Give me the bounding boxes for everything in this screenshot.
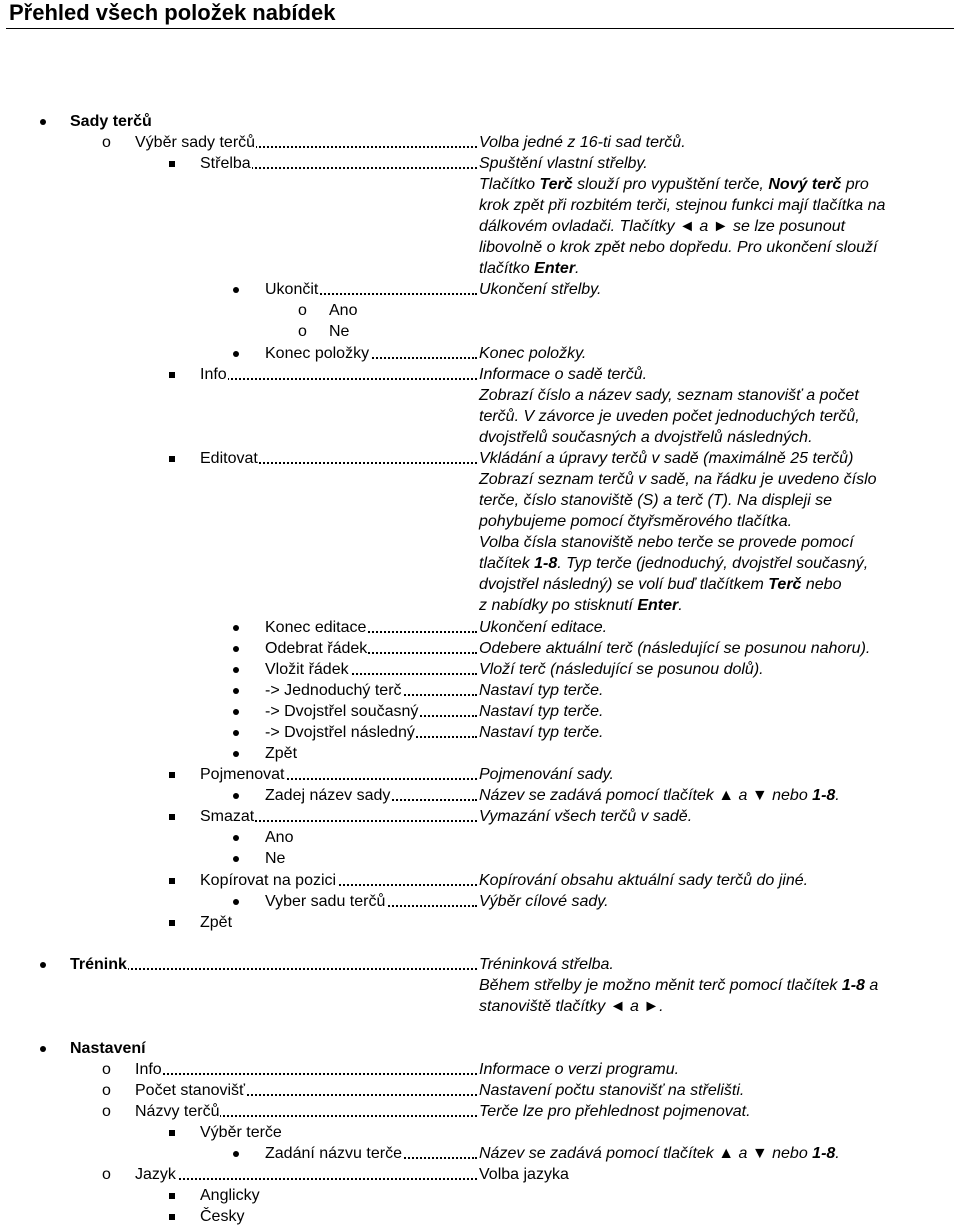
item-description: Konec položky. xyxy=(479,345,587,362)
item-description: Informace o verzi programu. xyxy=(479,1061,680,1078)
item-description: krok zpět při rozbitém terči, stejnou funkci mají tlačítka na xyxy=(479,197,886,214)
item-description: Vymazání všech terčů v sadě. xyxy=(479,808,693,825)
menu-item xyxy=(200,1206,245,1227)
disc-bullet-icon xyxy=(233,856,239,862)
menu-item-label: Ano xyxy=(265,829,294,846)
menu-item xyxy=(265,659,479,680)
disc-bullet-icon xyxy=(233,688,239,694)
item-description: tlačítek 1-8. Typ terče (jednoduchý, dvojstřel současný, xyxy=(479,555,869,572)
menu-item xyxy=(200,764,479,785)
disc-bullet-icon xyxy=(233,1151,239,1157)
square-bullet-icon xyxy=(169,878,175,884)
menu-item xyxy=(135,1059,479,1080)
dot-leader xyxy=(135,1178,477,1180)
disc-bullet-icon xyxy=(233,751,239,757)
dot-leader xyxy=(135,1073,477,1075)
emphasis-text: Enter xyxy=(534,260,576,277)
menu-item xyxy=(265,638,479,659)
menu-item-label: Odebrat řádek xyxy=(265,640,368,657)
menu-item-label: Vložit řádek xyxy=(265,661,349,678)
square-bullet-icon xyxy=(169,920,175,926)
menu-item xyxy=(265,827,294,848)
disc-bullet-icon xyxy=(233,835,239,841)
disc-bullet-icon xyxy=(40,119,46,125)
menu-item-label: Info xyxy=(135,1061,162,1078)
item-description: Výběr cílové sady. xyxy=(479,893,609,910)
menu-item-label: Info xyxy=(200,366,227,383)
emphasis-text: Terč xyxy=(768,576,802,593)
menu-item-label: Anglicky xyxy=(200,1187,260,1204)
disc-bullet-icon xyxy=(233,287,239,293)
disc-bullet-icon xyxy=(233,625,239,631)
square-bullet-icon xyxy=(169,161,175,167)
menu-item-label: Výběr terče xyxy=(200,1124,282,1141)
menu-item-label: Počet stanovišť xyxy=(135,1082,246,1099)
menu-item-label: -> Jednoduchý terč xyxy=(265,682,402,699)
item-description: Nastavení počtu stanovišť na střelišti. xyxy=(479,1082,745,1099)
square-bullet-icon xyxy=(169,1193,175,1199)
menu-item-label: Editovat xyxy=(200,450,258,467)
emphasis-text: 1-8 xyxy=(812,787,836,804)
disc-bullet-icon xyxy=(233,899,239,905)
menu-item xyxy=(329,300,358,321)
emphasis-text: Enter xyxy=(637,597,679,614)
emphasis-text: Terč xyxy=(539,176,573,193)
menu-item xyxy=(200,448,479,469)
item-description: Vloží terč (následující se posunou dolů). xyxy=(479,661,764,678)
item-description: Volba jazyka xyxy=(479,1166,569,1183)
menu-item xyxy=(200,870,479,891)
menu-item xyxy=(70,111,153,132)
title-underline xyxy=(6,28,954,29)
item-description: Ukončení střelby. xyxy=(479,281,602,298)
square-bullet-icon xyxy=(169,1214,175,1220)
circle-bullet-icon: o xyxy=(102,1082,111,1099)
menu-item xyxy=(329,321,350,342)
item-description: dvojstřelů současných a dvojstřelů následných. xyxy=(479,429,813,446)
menu-item xyxy=(265,785,479,806)
menu-item xyxy=(265,279,479,300)
square-bullet-icon xyxy=(169,814,175,820)
square-bullet-icon xyxy=(169,772,175,778)
menu-item-label: Zadej název sady xyxy=(265,787,391,804)
emphasis-text: 1-8 xyxy=(841,977,865,994)
menu-item xyxy=(200,912,233,933)
menu-item-label: Zpět xyxy=(200,914,233,931)
menu-item-label: Pojmenovat xyxy=(200,766,285,783)
item-description: Pojmenování sady. xyxy=(479,766,614,783)
item-description: tlačítko Enter. xyxy=(479,260,580,277)
menu-item-label: Ano xyxy=(329,302,358,319)
emphasis-text: 1-8 xyxy=(534,555,558,572)
menu-item-label: Střelba xyxy=(200,155,251,172)
disc-bullet-icon xyxy=(40,1046,46,1052)
menu-item xyxy=(265,891,479,912)
menu-item xyxy=(135,1164,479,1185)
circle-bullet-icon: o xyxy=(102,1061,111,1078)
menu-item-label: Vyber sadu terčů xyxy=(265,893,386,910)
circle-bullet-icon: o xyxy=(102,134,111,151)
item-description: Volba čísla stanoviště nebo terče se provede pomocí xyxy=(479,534,854,551)
menu-item-label: Jazyk xyxy=(135,1166,176,1183)
menu-item-label: -> Dvojstřel následný xyxy=(265,724,415,741)
circle-bullet-icon: o xyxy=(102,1166,111,1183)
menu-item xyxy=(70,954,479,975)
menu-item xyxy=(265,1143,479,1164)
dot-leader xyxy=(70,968,477,970)
item-description: Během střelby je možno měnit terč pomocí tlačítek 1-8 a xyxy=(479,977,879,994)
item-description: Název se zadává pomocí tlačítek ▲ a ▼ nebo 1-8. xyxy=(479,1145,840,1162)
menu-item xyxy=(265,343,479,364)
menu-item xyxy=(135,1080,479,1101)
menu-item-label: Konec položky xyxy=(265,345,370,362)
item-description: Zobrazí číslo a název sady, seznam stanovišť a počet xyxy=(479,387,859,404)
menu-item-label: Zadání názvu terče xyxy=(265,1145,402,1162)
item-description: z nabídky po stisknutí Enter. xyxy=(479,597,683,614)
menu-item xyxy=(135,1101,479,1122)
square-bullet-icon xyxy=(169,372,175,378)
menu-item-label: Sady terčů xyxy=(70,113,152,130)
disc-bullet-icon xyxy=(40,962,46,968)
disc-bullet-icon xyxy=(233,793,239,799)
menu-item xyxy=(265,722,479,743)
menu-item xyxy=(200,364,479,385)
menu-item-label: Zpět xyxy=(265,745,298,762)
item-description: Terče lze pro přehlednost pojmenovat. xyxy=(479,1103,751,1120)
menu-item xyxy=(135,132,479,153)
emphasis-text: 1-8 xyxy=(812,1145,836,1162)
disc-bullet-icon xyxy=(233,709,239,715)
square-bullet-icon xyxy=(169,456,175,462)
circle-bullet-icon: o xyxy=(298,323,307,340)
menu-item xyxy=(265,617,479,638)
menu-item-label: Výběr sady terčů xyxy=(135,134,256,151)
circle-bullet-icon: o xyxy=(298,302,307,319)
menu-item-label: Smazat xyxy=(200,808,255,825)
menu-item xyxy=(265,701,479,722)
item-description: Ukončení editace. xyxy=(479,619,608,636)
menu-item-label: Ne xyxy=(265,850,286,867)
item-description: Volba jedné z 16-ti sad terčů. xyxy=(479,134,686,151)
item-description: Zobrazí seznam terčů v sadě, na řádku je uvedeno číslo xyxy=(479,471,877,488)
emphasis-text: Nový terč xyxy=(768,176,842,193)
menu-item xyxy=(265,848,286,869)
item-description: Název se zadává pomocí tlačítek ▲ a ▼ nebo 1-8. xyxy=(479,787,840,804)
menu-item xyxy=(200,1185,261,1206)
disc-bullet-icon xyxy=(233,351,239,357)
item-description: terčů. V závorce je uveden počet jednoduchých terčů, xyxy=(479,408,860,425)
item-description: Odebere aktuální terč (následující se posunou nahoru). xyxy=(479,640,871,657)
menu-item xyxy=(70,1038,147,1059)
menu-item-label: Trénink xyxy=(70,956,127,973)
item-description: dvojstřel následný) se volí buď tlačítkem Terč nebo xyxy=(479,576,842,593)
item-description: stanoviště tlačítky ◄ a ►. xyxy=(479,998,664,1015)
disc-bullet-icon xyxy=(233,646,239,652)
menu-item-label: Konec editace xyxy=(265,619,367,636)
item-description: pohybujeme pomocí čtyřsměrového tlačítka. xyxy=(479,513,793,530)
menu-item xyxy=(265,680,479,701)
item-description: Informace o sadě terčů. xyxy=(479,366,648,383)
square-bullet-icon xyxy=(169,1130,175,1136)
disc-bullet-icon xyxy=(233,667,239,673)
item-description: terče, číslo stanoviště (S) a terč (T). Na displeji se xyxy=(479,492,832,509)
menu-item xyxy=(200,153,479,174)
page-title: Přehled všech položek nabídek xyxy=(9,0,336,25)
circle-bullet-icon: o xyxy=(102,1103,111,1120)
item-description: Vkládání a úpravy terčů v sadě (maximálně 25 terčů) xyxy=(479,450,854,467)
menu-item-label: Názvy terčů xyxy=(135,1103,220,1120)
menu-item xyxy=(265,743,298,764)
item-description: dálkovém ovladači. Tlačítky ◄ a ► se lze posunout xyxy=(479,218,846,235)
dot-leader xyxy=(200,378,477,380)
menu-item-label: Nastavení xyxy=(70,1040,146,1057)
menu-item xyxy=(200,806,479,827)
menu-item-label: Kopírovat na pozici xyxy=(200,872,337,889)
item-description: Nastaví typ terče. xyxy=(479,682,604,699)
item-description: Nastaví typ terče. xyxy=(479,724,604,741)
item-description: Tréninková střelba. xyxy=(479,956,614,973)
disc-bullet-icon xyxy=(233,730,239,736)
menu-item xyxy=(200,1122,283,1143)
item-description: Tlačítko Terč slouží pro vypuštění terče, Nový terč pro xyxy=(479,176,869,193)
item-description: Kopírování obsahu aktuální sady terčů do jiné. xyxy=(479,872,809,889)
item-description: Spuštění vlastní střelby. xyxy=(479,155,648,172)
menu-item-label: Česky xyxy=(200,1208,245,1225)
menu-item-label: -> Dvojstřel současný xyxy=(265,703,419,720)
item-description: libovolně o krok zpět nebo dopředu. Pro ukončení slouží xyxy=(479,239,878,256)
menu-item-label: Ne xyxy=(329,323,350,340)
item-description: Nastaví typ terče. xyxy=(479,703,604,720)
menu-item-label: Ukončit xyxy=(265,281,319,298)
